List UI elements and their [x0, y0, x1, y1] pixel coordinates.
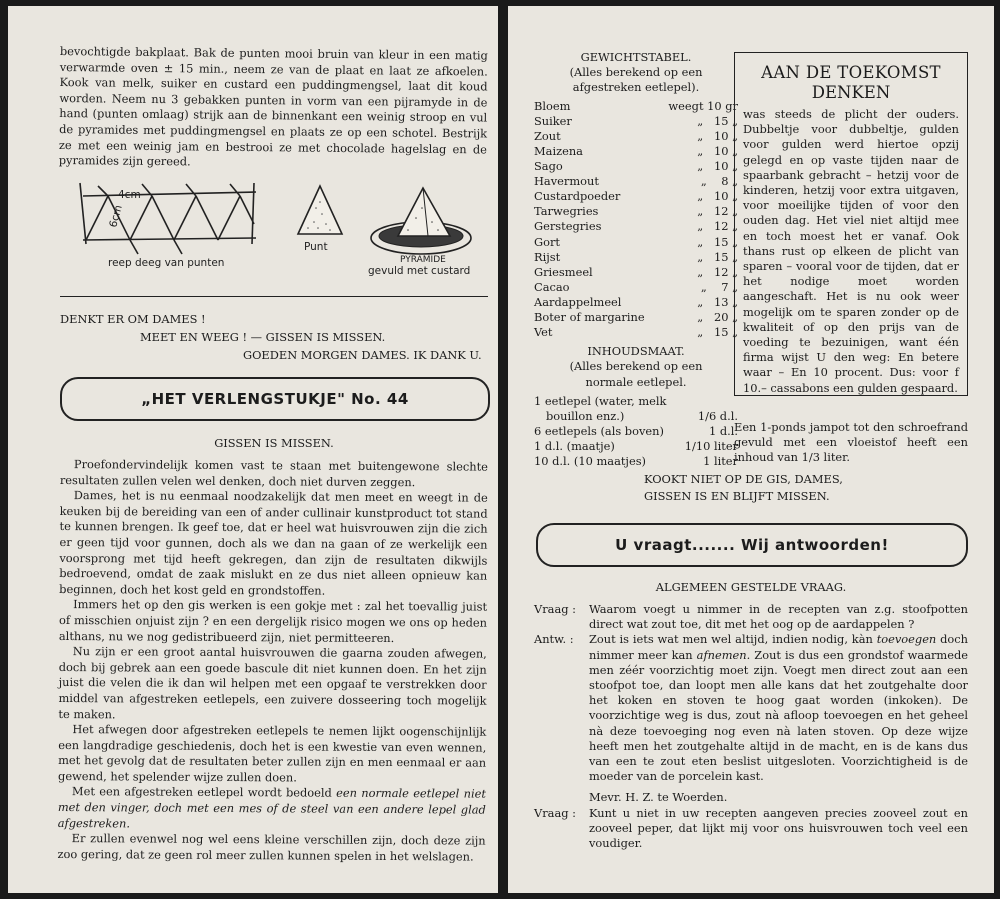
answer-1-label: Antw. : — [534, 632, 574, 647]
strip-caption: reep deeg van punten — [108, 257, 225, 269]
qa-banner-title: U vraagt....... Wij antwoorden! — [615, 536, 889, 554]
savings-box — [734, 52, 968, 396]
table-row — [534, 235, 738, 250]
table-row — [534, 159, 738, 174]
table-row — [534, 174, 738, 189]
qa-body — [534, 602, 968, 851]
row-label: Sago — [534, 159, 563, 174]
inhoud-title: INHOUDSMAAT. — [587, 344, 685, 359]
pastry-drawing — [78, 178, 488, 278]
row-value: „ 10 „ — [697, 144, 738, 158]
kookt-line-1: KOOKT NIET OP DE GIS, DAMES, — [644, 472, 843, 486]
section-heading: GISSEN IS MISSEN. — [214, 436, 334, 450]
inhoud-subtitle-2: normale eetlepel. — [585, 374, 687, 389]
row-value: 1 liter — [703, 454, 738, 469]
table-row — [534, 394, 738, 409]
row-label: Gort — [534, 234, 560, 249]
row-label: 6 eetlepels (als boven) — [534, 424, 664, 439]
row-value: 1/10 liter — [684, 439, 738, 454]
row-value: „ 12 „ — [697, 264, 738, 279]
article-paragraph: Nu zijn er een groot aantal huisvrouwen die gaarna zouden afwegen, doch bij gebrek aan een goede bascule dit niet kunnen doen. En het zijn juist die velen die ik dan wil helpen met een opgaaf te verstrekken door middel van afgestreken eetlepels, een zuivere dosseering toch mogelijk te maken. — [58, 644, 487, 721]
row-label: 10 d.l. (10 maatjes) — [534, 454, 646, 469]
row-label: Zout — [534, 128, 561, 143]
row-value: „ 15 „ — [697, 325, 738, 340]
table-row — [534, 310, 738, 325]
jampot-note: Een 1-ponds jampot tot den schroefrand gevuld met een vloeistof heeft een inhoud van 1/3 liter. — [734, 420, 968, 464]
qa-heading: ALGEMEEN GESTELDE VRAAG. — [655, 580, 847, 594]
weights-header-name: Bloem — [534, 98, 571, 113]
savings-text: was steeds de plicht der ouders. Dubbeltje voor dubbeltje, gulden voor gulden werd hiertoe opzij gelegd en op vaste tijden naar de spaarbank gebracht – hetzij voor de kinderen, hetzij voor extra uitgaven, voor moeilijke tijden of voor den ouden dag. Het viel niet altijd mee en toch moest het er vanaf. Ook thans rust op elkeen de plicht van sparen – vooral voor de tijden, dat er het nodige moet worden aangeschaft. Het is nu ook weer mogelijk om te sparen zonder op de kwaliteit of op den prijs van de voeding te bezuinigen, want één firma wijst U den weg: En betere waar – En 10 procent. Dus: voor f 10.– cassabons een gulden gespaard. — [743, 107, 959, 395]
row-label: Gerstegries — [534, 219, 602, 234]
row-label: Griesmeel — [534, 264, 593, 279]
article-paragraph: Het afwegen door afgestreken eetlepels te nemen lijkt oogenschijnlijk een langdradige geschiedenis, doch het is een kwestie van even wennen, met het gevolg dat de resultaten beter zullen zijn en men eenmaal er aan gewend, het spelender wijze zullen doen. — [58, 722, 487, 785]
row-value: „ 12 „ — [697, 219, 738, 234]
row-label: Aardappelmeel — [534, 294, 622, 309]
spoon-text: Met een afgestreken eetlepel wordt bedoeld — [71, 784, 332, 801]
qa-banner — [536, 523, 968, 567]
article-paragraph: Immers het op den gis werken is een gokje met : zal het toevallig juist of misschien onjuist zijn ? en een dergelijk risico mogen we ons op heden althans, nu we nog gedistribueerd zijn, niet permitteeren. — [58, 597, 488, 645]
weights-table — [534, 114, 738, 340]
pyramid-caption-bottom: gevuld met custard — [368, 265, 471, 277]
article-paragraph: Dames, het is nu eenmaal noodzakelijk dat men meet en weegt in de keuken bij de bereiding van een of ander cullinair kunstproduct tot stand te kunnen brengen. Ik geef toe, dat er heel wat huisvrouwen zijn die zich er geen tijd voor gunnen, doch als we dan na gaan of ze werkelijk een voorsprong met tijd heeft gekregen, dan zijn de resultaten dikwijls bedroevend, omdat de zaak mislukt en ze dus niet alleen opnieuw kan beginnen, doch het kost geld en grondstoffen. — [59, 488, 488, 598]
table-row — [534, 280, 738, 295]
pyramid-caption-top: PYRAMIDE — [400, 255, 446, 265]
table-row — [534, 114, 738, 129]
answer-text-part: Zout is iets wat men wel altijd, indien nodig, kàn — [589, 632, 873, 647]
weights-subtitle-2: afgestreken eetlepel). — [572, 80, 700, 95]
table-row — [534, 129, 738, 144]
table-row — [534, 295, 738, 310]
table-row — [534, 439, 738, 454]
row-value: „ 10 „ — [697, 159, 738, 174]
question-1-text: Waarom voegt u nimmer in de recepten van z.g. stoofpotten direct wat zout toe, dit met het oog op de aardappelen ? — [589, 602, 968, 632]
denkt-line-1: DENKT ER OM DAMES ! — [60, 312, 206, 326]
row-label: Maizena — [534, 144, 583, 158]
row-label: Cacao — [534, 279, 570, 294]
row-label: Suiker — [534, 113, 572, 128]
question-1 — [534, 602, 968, 632]
table-row — [534, 409, 738, 424]
section-divider — [60, 296, 488, 297]
answer-1-text — [589, 632, 968, 784]
weights-title: GEWICHTSTABEL. — [580, 50, 692, 64]
inhoud-table — [534, 394, 738, 469]
pyramid-dish-sketch — [371, 188, 471, 254]
row-label: Custardpoeder — [534, 189, 621, 204]
inhoud-subtitle-1: (Alles berekend op een — [569, 359, 703, 374]
row-label: Rijst — [534, 249, 561, 264]
answer-text-part: Zout is dus een grondstof waarmede men zéér voorzichtig moet zijn. Voegt men direct zout aan een stoofpot toe, dan loopt men alle kans dat het zoutgehalte door het koken en stoven te hoog gaat worden (inkoken). De voorzichtige weg is dus, zout nà afloop toevoegen en het geheel nà deze toevoeging nog even nà laten stoven. Op deze wijze heeft men het zoutgehalte altijd in de macht, en is de kans dus van een te zout eten beslist uitgesloten. Voorzichtigheid is de moeder van de porcelein kast. — [589, 647, 969, 784]
question-2-text: Kunt u niet in uw recepten aangeven precies zooveel zout en zooveel peper, dat lijkt mij voor ons huisvrouwen toch veel een voudiger. — [589, 805, 968, 851]
answer-emphasis: toevoegen — [876, 632, 937, 647]
dim-length-label: 6cm — [107, 203, 125, 229]
row-label: bouillon enz.) — [546, 408, 625, 423]
row-label: Havermout — [534, 174, 599, 189]
denkt-line-2: MEET EN WEEG ! — GISSEN IS MISSEN. — [140, 330, 386, 344]
denkt-line-3: GOEDEN MORGEN DAMES. IK DANK U. — [243, 348, 482, 362]
row-value — [679, 394, 738, 409]
weights-header-row — [534, 99, 738, 114]
left-page — [8, 6, 498, 893]
row-label: Tarwegries — [534, 204, 599, 219]
punt-triangle-sketch — [298, 186, 342, 234]
row-label: Vet — [534, 325, 553, 340]
savings-title-1: AAN DE TOEKOMST — [761, 63, 941, 82]
table-row — [534, 325, 738, 340]
verlengstukje-banner — [60, 377, 490, 421]
answer-text-part: doch nimmer meer kan — [589, 632, 968, 662]
question-2 — [534, 806, 968, 852]
kookt-line-2: GISSEN IS EN BLIJFT MISSEN. — [644, 489, 830, 503]
table-row — [534, 424, 738, 439]
row-label: 1 d.l. (maatje) — [534, 439, 615, 454]
row-label: 1 eetlepel (water, melk — [534, 393, 667, 408]
table-row — [534, 454, 738, 469]
savings-title-2: DENKEN — [811, 83, 891, 102]
row-value: „ 8 „ — [700, 174, 738, 189]
article-paragraph: Proefondervindelijk komen vast te staan met buitengewone slechte resultaten zullen velen wel denken, doch niet durven zeggen. — [59, 457, 488, 489]
row-value: „ 10 „ — [697, 128, 738, 143]
signature: Mevr. H. Z. te Woerden. — [589, 790, 728, 805]
intro-paragraph: bevochtigde bakplaat. Bak de punten mooi bruin van kleur in een matig verwarmde oven ± 15 min., neem ze van de plaat en laat ze afkoelen. Kook van melk, suiker en custard een puddingmengsel, laat dit koud worden. Neem nu 3 gebakken punten in vorm van een pijramyde in de hand (punten omlaag) strijk aan de binnenkant een weinig stroop en vul de pyramides met puddingmengsel en plaats ze op een schotel. Bestrijk ze met een weinig jam en bestrooi ze met chocolade hagelslag en de pyramides zijn gereed. — [58, 44, 488, 169]
table-row — [534, 144, 738, 159]
question-1-label: Vraag : — [534, 602, 577, 616]
row-value: „ 12 „ — [697, 204, 738, 219]
weights-subtitle-1: (Alles berekend op een — [569, 65, 703, 80]
row-value: 1/6 d.l. — [697, 408, 738, 423]
table-row — [534, 250, 738, 265]
spoon-emphasis: een normale eetlepel niet met den vinger, doch met een mes of de steel van een andere lepel glad afgestreken. — [57, 786, 486, 831]
banner-title: „HET VERLENGSTUKJE" No. 44 — [141, 390, 409, 408]
table-row — [534, 265, 738, 280]
row-value: „ 15 „ — [697, 113, 738, 128]
right-page — [508, 6, 994, 893]
row-value: „ 15 „ — [697, 234, 738, 249]
punt-caption: Punt — [304, 241, 328, 253]
article-body — [58, 457, 488, 865]
answer-1 — [534, 632, 968, 784]
article-paragraph-spoon — [58, 784, 486, 833]
weights-table-block — [534, 50, 738, 469]
row-value: „ 20 „ — [697, 310, 738, 325]
row-value: 1 d.l. — [708, 424, 738, 439]
table-row — [534, 204, 738, 219]
table-row — [534, 219, 738, 234]
row-value: „ 13 „ — [697, 294, 738, 309]
table-row — [534, 189, 738, 204]
row-label: Boter of margarine — [534, 310, 645, 325]
answer-emphasis: afnemen. — [696, 647, 751, 662]
row-value: „ 10 „ — [697, 189, 738, 204]
row-value: „ 15 „ — [697, 249, 738, 264]
article-paragraph: Er zullen evenwel nog wel eens kleine verschillen zijn, doch deze zijn zoo gering, dat ze geen rol meer zullen kunnen spelen in het welslagen. — [57, 831, 486, 864]
dim-width-label: 4cm — [118, 189, 141, 201]
row-value: „ 7 „ — [700, 279, 738, 294]
weights-header-value: weegt 10 gr — [668, 98, 738, 113]
question-2-label: Vraag : — [534, 805, 577, 820]
dough-strip-sketch — [80, 183, 256, 254]
